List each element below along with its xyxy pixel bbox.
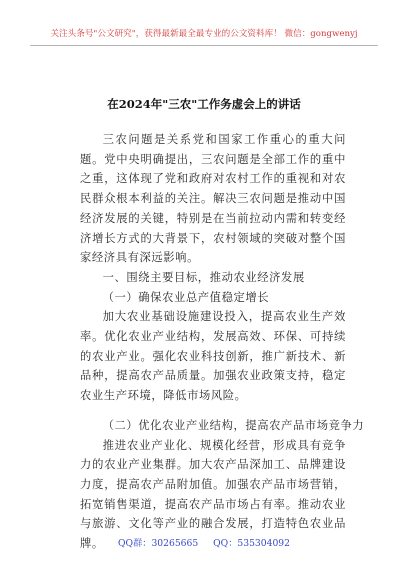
footer-contact — [0, 535, 408, 549]
document-body — [80, 130, 365, 554]
header-promo-note: 关注头条号"公文研究"，获得最新最全最专业的公文资料库！ 微信：gongwenyj — [50, 29, 358, 39]
subsection-2-heading: （二）优化农业产业结构，提高农产品市场竞争力 — [102, 418, 365, 432]
footer-qq-number: QQ：535304092 — [213, 538, 290, 549]
header-divider — [30, 45, 378, 46]
footer-qq-group: QQ群：30265665 — [118, 538, 199, 549]
subsection-2-paragraph: 推进农业产业化、规模化经营，形成具有竞争力的农业产业集群。加大农产品深加工、品牌建设力度，提高农产品附加值。加强农产品市场营销，拓宽销售渠道，提高农产品市场占有率。推动农业与旅游、文化等产业的融合发展，打造特色农业品牌。 — [80, 438, 346, 551]
document-title: 在2024年"三农"工作务虚会上的讲话 — [107, 97, 301, 111]
section-1-heading: 一、围绕主要目标，推动农业经济发展 — [102, 270, 305, 284]
subsection-1-paragraph: 加大农业基础设施建设投入，提高农业生产效率。优化农业产业结构，发展高效、环保、可持续的农业产业。强化农业科技创新，推广新技术、新品种，提高农产品质量。加强农业政策支持，稳定农业生产环境，降低市场风险。 — [80, 310, 346, 403]
subsection-1-heading: （一）确保农业总产值稳定增长 — [102, 290, 270, 304]
intro-paragraph: 三农问题是关系党和国家工作重心的重大问题。党中央明确提出，三农问题是全部工作的重中之重，这体现了党和政府对农村工作的重视和对农民群众根本利益的关注。解决三农问题是推动中国经济发展的关键，特别是在当前拉动内需和转变经济增长方式的大背景下，农村领域的突破对整个国家经济具有深远影响。 — [80, 133, 346, 265]
